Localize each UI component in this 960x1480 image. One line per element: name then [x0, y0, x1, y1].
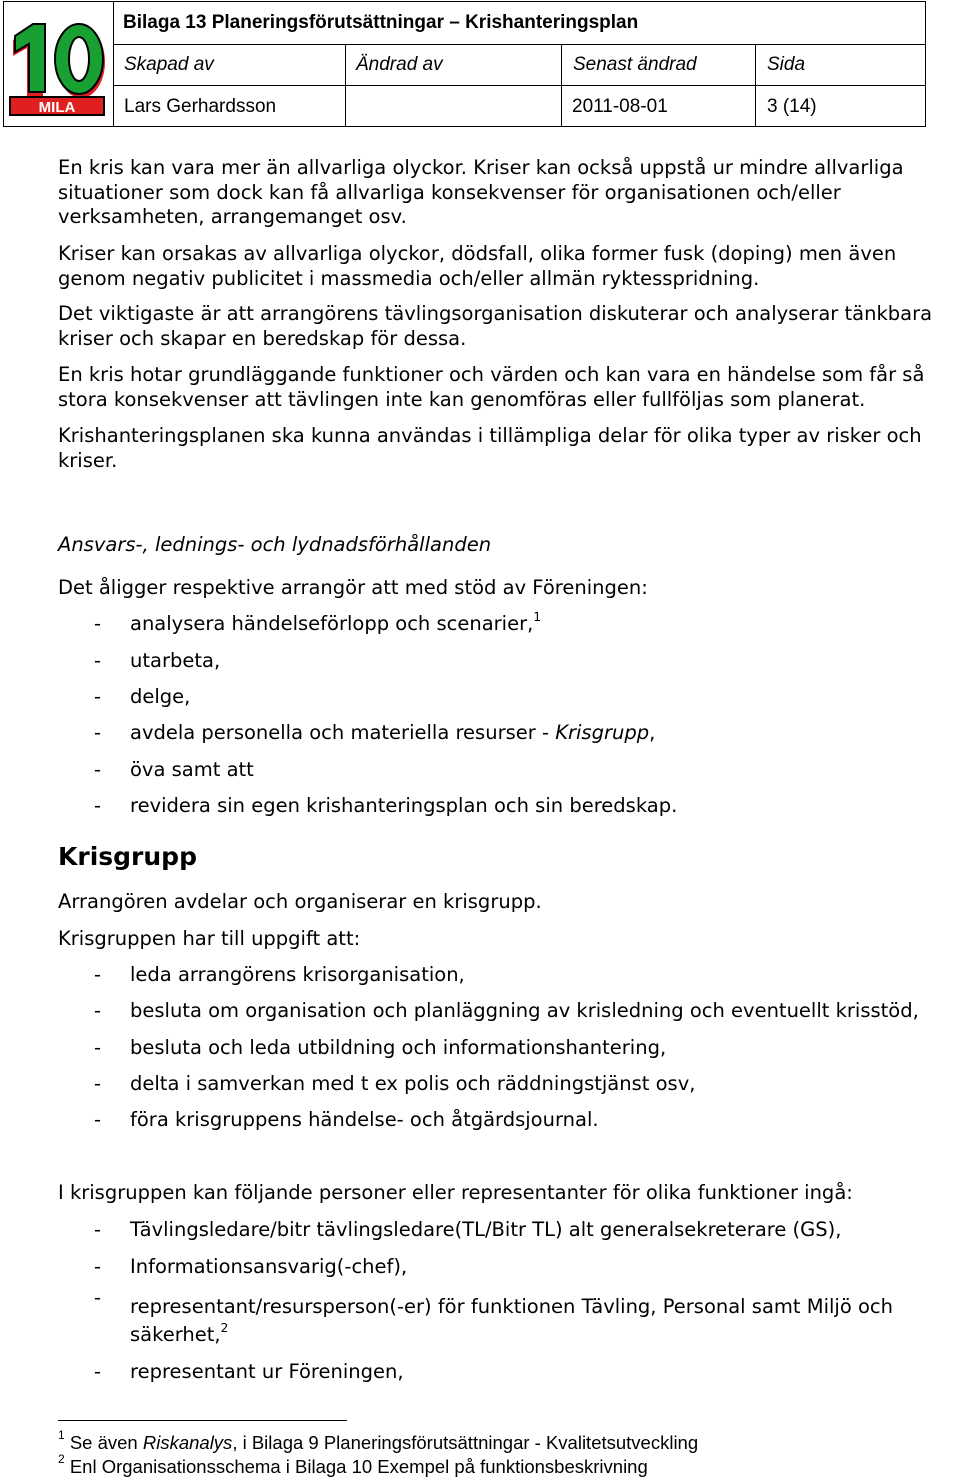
document-header	[3, 1, 926, 127]
paragraph-3: Det viktigaste är att arrangörens tävlingsorganisation diskuterar och analyserar tänkbara kriser och skapar en beredskap för dessa.	[58, 302, 933, 350]
footnote-ref-1: 1	[533, 609, 541, 624]
logo-text: MILA	[38, 99, 76, 116]
krisgrupp-paragraph-1: Arrangören avdelar och organiserar en krisgrupp.	[58, 890, 542, 913]
paragraph-4: En kris hotar grundläggande funktioner och värden och kan vara en händelse som får så stora konsekvenser att tävlingen inte kan genomföras eller fullföljas som planerat.	[58, 363, 925, 411]
section-title: Ansvars-, lednings- och lydnadsförhållanden	[58, 533, 492, 556]
page-value: 3 (14)	[767, 96, 817, 117]
krisgrupp-paragraph-2: Krisgruppen har till uppgift att:	[58, 927, 361, 950]
created-by-value: Lars Gerhardsson	[124, 96, 277, 117]
footnote-ref-2: 2	[220, 1320, 229, 1335]
changed-by-label: Ändrad av	[356, 54, 443, 75]
page-label: Sida	[767, 54, 806, 75]
footnote-2: $^2$ Enl Organisationsschema i Bilaga 10 Exempel på funktionsbeskrivning	[58, 1451, 648, 1477]
duty-intro: Det åligger respektive arrangör att med stöd av Föreningen:	[58, 576, 648, 599]
last-changed-label: Senast ändrad	[573, 54, 697, 75]
footnote-1: $^1$ Se även Riskanalys, i Bilaga 9 Planeringsförutsättningar - Kvalitetsutveckling	[58, 1427, 699, 1453]
paragraph-5: Krishanteringsplanen ska kunna användas i tillämpliga delar för olika typer av risker och kriser.	[58, 424, 922, 472]
created-by-label: Skapad av	[124, 54, 214, 75]
paragraph-2: Kriser kan orsakas av allvarliga olyckor, dödsfall, olika former fusk (doping) men även genom negativ publicitet i massmedia och/eller allmän ryktesspridning.	[58, 242, 897, 290]
members-intro: I krisgruppen kan följande personer eller representanter för olika funktioner ingå:	[58, 1181, 853, 1204]
10mila-logo	[7, 22, 109, 120]
last-changed-value: 2011-08-01	[572, 96, 668, 117]
footnote-separator	[58, 1420, 347, 1421]
paragraph-1: En kris kan vara mer än allvarliga olyckor. Kriser kan också uppstå ur mindre allvarliga situationer som dock kan få allvarliga konsekvenser för organisationen och/eller verksamheten, arrangemanget osv.	[58, 156, 904, 228]
document-title: Bilaga 13 Planeringsförutsättningar – Krishanteringsplan	[123, 12, 639, 33]
logo-cell	[4, 2, 114, 126]
heading-krisgrupp: Krisgrupp	[58, 842, 197, 871]
